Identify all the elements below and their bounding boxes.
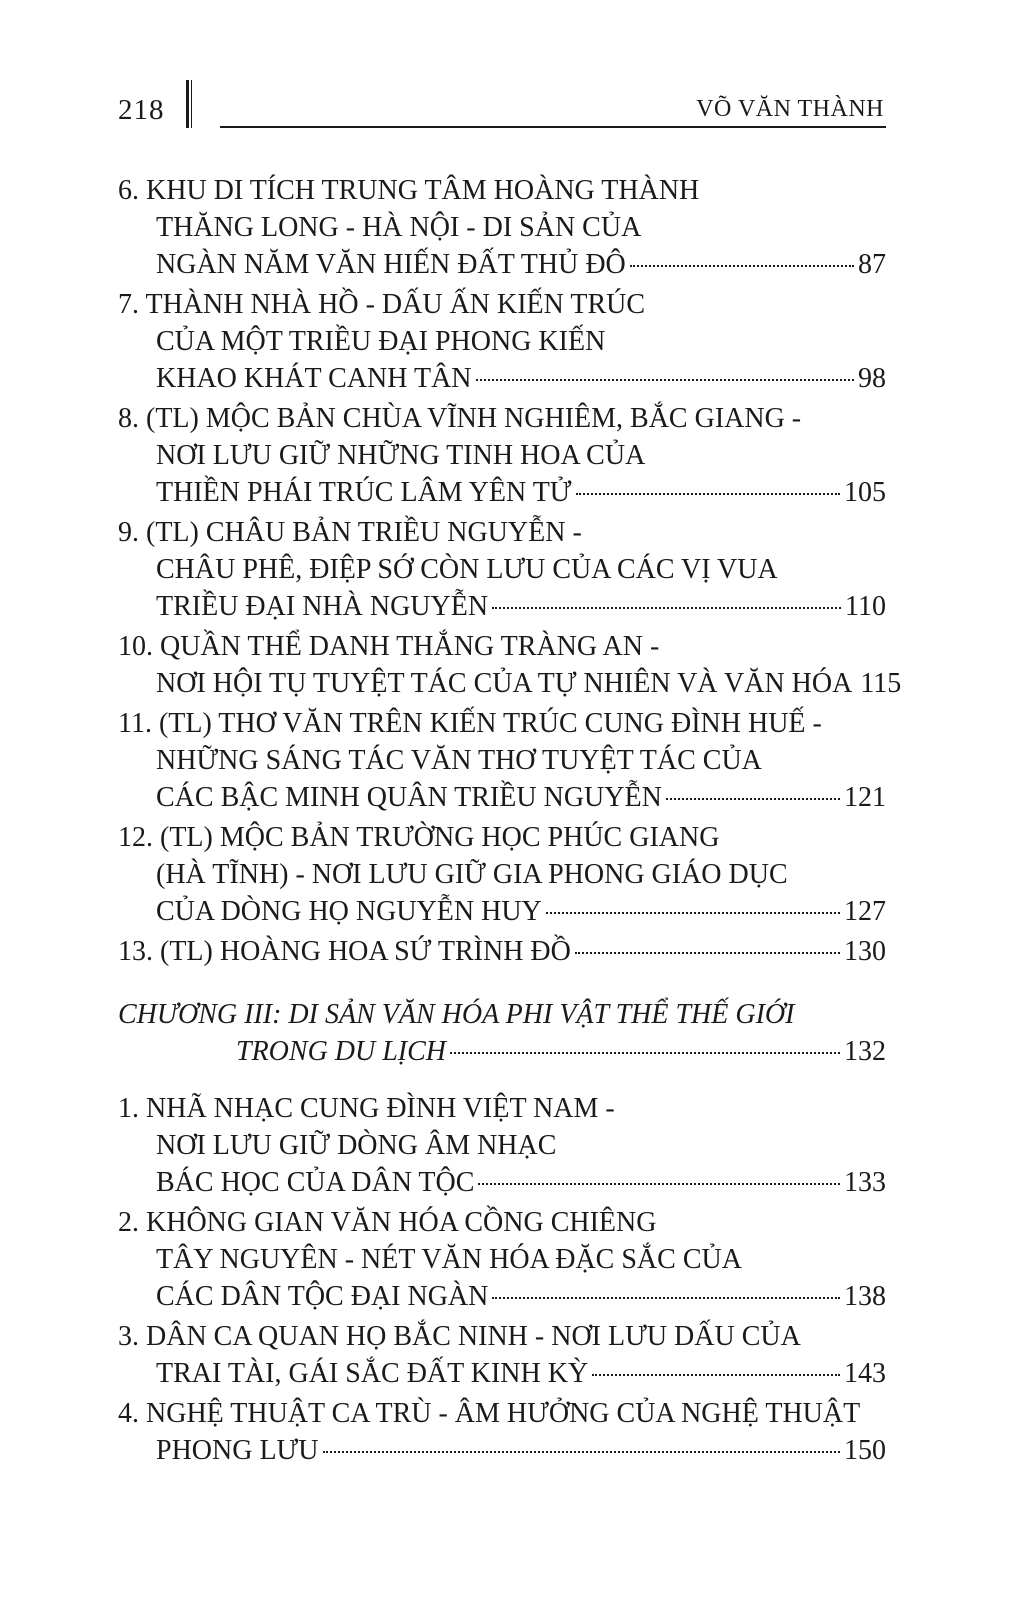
toc-entry-text: 13. (TL) HOÀNG HOA SỨ TRÌNH ĐỒ	[118, 936, 571, 967]
toc-entry-text: KHAO KHÁT CANH TÂN	[156, 363, 472, 394]
toc-entry-text: TRIỀU ĐẠI NHÀ NGUYỄN	[156, 591, 489, 622]
toc-entry-text: TÂY NGUYÊN - NÉT VĂN HÓA ĐẶC SẮC CỦA	[156, 1244, 742, 1275]
toc-entry-text: BÁC HỌC CỦA DÂN TỘC	[156, 1167, 475, 1198]
toc-entry-line	[118, 551, 886, 588]
toc-section-chapter-3	[118, 1090, 886, 1469]
toc-entry-text: 2. KHÔNG GIAN VĂN HÓA CỒNG CHIÊNG	[118, 1207, 657, 1238]
toc-entry-text: NGÀN NĂM VĂN HIẾN ĐẤT THỦ ĐÔ	[156, 249, 626, 280]
page-number: 218	[118, 94, 165, 126]
toc-entry-line	[118, 779, 886, 816]
toc-entry-text: 12. (TL) MỘC BẢN TRƯỜNG HỌC PHÚC GIANG	[118, 822, 720, 853]
toc-entry[interactable]	[118, 819, 886, 930]
toc-entry-text: CHÂU PHÊ, ĐIỆP SỚ CÒN LƯU CỦA CÁC VỊ VUA	[156, 554, 778, 585]
toc-entry-text: PHONG LƯU	[156, 1435, 319, 1466]
toc-entry-text: 7. THÀNH NHÀ HỒ - DẤU ẤN KIẾN TRÚC	[118, 289, 646, 320]
toc-page-number: 105	[844, 477, 886, 508]
leader-dots	[478, 1183, 840, 1185]
toc-entry-text: THIỀN PHÁI TRÚC LÂM YÊN TỬ	[156, 477, 572, 508]
toc-entry[interactable]	[118, 400, 886, 511]
leader-dots	[492, 607, 841, 609]
page-header	[118, 88, 886, 132]
toc-entry-line	[118, 588, 886, 625]
toc-page-number: 150	[844, 1435, 886, 1466]
toc-entry-line	[118, 1432, 886, 1469]
toc-entry-line	[118, 514, 886, 551]
toc-entry-text: NƠI HỘI TỤ TUYỆT TÁC CỦA TỰ NHIÊN VÀ VĂN HÓA	[156, 668, 853, 699]
toc-entry-text: NHỮNG SÁNG TÁC VĂN THƠ TUYỆT TÁC CỦA	[156, 745, 762, 776]
table-of-contents	[118, 172, 902, 1472]
toc-entry-line	[118, 1127, 886, 1164]
toc-entry-line	[118, 933, 886, 970]
toc-entry[interactable]	[118, 286, 886, 397]
toc-entry-line	[118, 437, 886, 474]
header-rule	[220, 126, 886, 128]
toc-entry-line	[118, 209, 886, 246]
toc-entry-text: 1. NHÃ NHẠC CUNG ĐÌNH VIỆT NAM -	[118, 1093, 615, 1124]
toc-entry-line	[118, 893, 886, 930]
toc-entry-line	[118, 1278, 886, 1315]
toc-page-number: 143	[844, 1358, 886, 1389]
toc-entry-text: 3. DÂN CA QUAN HỌ BẮC NINH - NƠI LƯU DẤU CỦA	[118, 1321, 801, 1352]
toc-entry-text: CỦA MỘT TRIỀU ĐẠI PHONG KIẾN	[156, 326, 606, 357]
leader-dots	[546, 912, 840, 914]
header-divider	[186, 80, 189, 128]
leader-dots	[592, 1374, 840, 1376]
chapter-title-text: TRONG DU LỊCH	[236, 1036, 447, 1067]
chapter-title-line-2	[118, 1033, 886, 1070]
toc-entry-text: 11. (TL) THƠ VĂN TRÊN KIẾN TRÚC CUNG ĐÌNH HUẾ -	[118, 708, 822, 739]
toc-entry[interactable]	[118, 514, 886, 625]
toc-entry-line	[118, 628, 886, 665]
toc-entry-line	[118, 286, 886, 323]
toc-entry-line	[118, 1204, 886, 1241]
toc-entry-line	[118, 1318, 886, 1355]
toc-entry-line	[118, 400, 886, 437]
toc-page-number: 115	[860, 668, 902, 699]
leader-dots	[476, 379, 854, 381]
toc-entry-line	[118, 360, 886, 397]
header-divider-thin	[191, 80, 192, 128]
toc-entry-line	[118, 1355, 886, 1392]
toc-entry-text: (HÀ TĨNH) - NƠI LƯU GIỮ GIA PHONG GIÁO DỤC	[156, 859, 788, 890]
toc-entry-line	[118, 172, 886, 209]
toc-entry-line	[118, 742, 886, 779]
leader-dots	[575, 952, 840, 954]
toc-entry-text: THĂNG LONG - HÀ NỘI - DI SẢN CỦA	[156, 212, 642, 243]
toc-entry[interactable]	[118, 1204, 886, 1315]
toc-entry[interactable]	[118, 1090, 886, 1201]
leader-dots	[630, 265, 854, 267]
toc-entry-text: NƠI LƯU GIỮ DÒNG ÂM NHẠC	[156, 1130, 557, 1161]
toc-entry-line	[118, 474, 886, 511]
toc-entry-text: 8. (TL) MỘC BẢN CHÙA VĨNH NGHIÊM, BẮC GIANG -	[118, 403, 802, 434]
toc-entry-line	[118, 705, 886, 742]
toc-page-number: 133	[844, 1167, 886, 1198]
leader-dots	[576, 493, 840, 495]
toc-entry-line	[118, 819, 886, 856]
toc-entry-line	[118, 1164, 886, 1201]
chapter-title-line-1	[118, 996, 886, 1033]
toc-entry[interactable]	[118, 705, 886, 816]
leader-dots	[666, 798, 840, 800]
toc-entry-line	[118, 1241, 886, 1278]
toc-entry-line	[118, 1090, 886, 1127]
toc-section-chapter-2	[118, 172, 902, 970]
toc-entry-line	[118, 246, 886, 283]
toc-entry-line	[118, 323, 886, 360]
toc-entry-text: 6. KHU DI TÍCH TRUNG TÂM HOÀNG THÀNH	[118, 175, 700, 206]
running-head-author: VÕ VĂN THÀNH	[696, 96, 884, 122]
toc-entry-text: CÁC DÂN TỘC ĐẠI NGÀN	[156, 1281, 489, 1312]
toc-page-number: 121	[844, 782, 886, 813]
toc-entry-text: TRAI TÀI, GÁI SẮC ĐẤT KINH KỲ	[156, 1358, 589, 1389]
toc-entry-line	[118, 856, 886, 893]
toc-page-number: 138	[844, 1281, 886, 1312]
leader-dots	[450, 1052, 840, 1054]
toc-page-number: 132	[844, 1036, 886, 1067]
toc-entry-text: CỦA DÒNG HỌ NGUYỄN HUY	[156, 896, 542, 927]
toc-entry-text: 9. (TL) CHÂU BẢN TRIỀU NGUYỄN -	[118, 517, 582, 548]
toc-page-number: 87	[858, 249, 886, 280]
leader-dots	[323, 1451, 840, 1453]
chapter-title-text: CHƯƠNG III: DI SẢN VĂN HÓA PHI VẬT THỂ THẾ GIỚI	[118, 999, 795, 1030]
toc-entry-line	[118, 665, 902, 702]
toc-page-number: 127	[844, 896, 886, 927]
toc-entry-text: NƠI LƯU GIỮ NHỮNG TINH HOA CỦA	[156, 440, 646, 471]
toc-entry-text: 4. NGHỆ THUẬT CA TRÙ - ÂM HƯỞNG CỦA NGHỆ THUẬT	[118, 1398, 861, 1429]
toc-entry[interactable]	[118, 1318, 886, 1392]
toc-page-number: 110	[845, 591, 886, 622]
leader-dots	[492, 1297, 840, 1299]
chapter-heading	[118, 996, 886, 1070]
toc-entry[interactable]	[118, 172, 886, 283]
toc-entry-text: CÁC BẬC MINH QUÂN TRIỀU NGUYỄN	[156, 782, 662, 813]
toc-entry-line	[118, 1395, 886, 1432]
toc-entry[interactable]	[118, 933, 886, 970]
toc-entry[interactable]	[118, 1395, 886, 1469]
toc-page-number: 98	[858, 363, 886, 394]
toc-page-number: 130	[844, 936, 886, 967]
toc-entry[interactable]	[118, 628, 902, 702]
toc-entry-text: 10. QUẦN THỂ DANH THẮNG TRÀNG AN -	[118, 631, 660, 662]
